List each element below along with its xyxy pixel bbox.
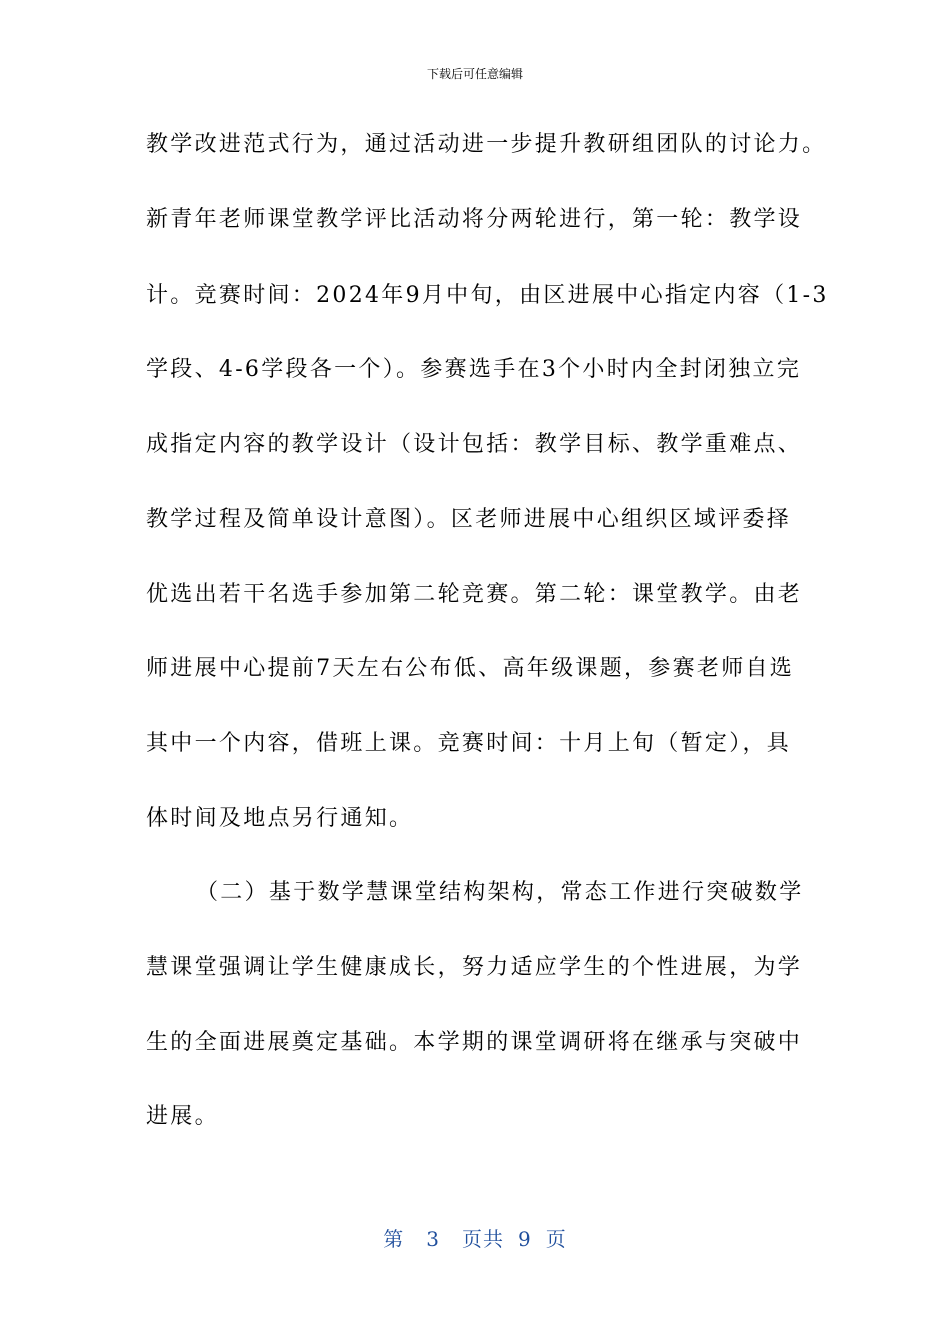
footer-total-pages: 9 [518, 1227, 532, 1251]
paragraph-line: 师进展中心提前7天左右公布低、高年级课题，参赛老师自选 [146, 656, 795, 681]
footer-prefix: 第 [383, 1227, 405, 1251]
paragraph-line: 计。竞赛时间：2024年9月中旬，由区进展中心指定内容（1-3 [146, 283, 829, 308]
paragraph-line: 进展。 [146, 1104, 219, 1129]
paragraph-line: 教学改进范式行为，通过活动进一步提升教研组团队的讨论力。 [146, 132, 827, 157]
paragraph-line: 成指定内容的教学设计（设计包括：教学目标、教学重难点、 [146, 432, 803, 457]
footer-current-page: 3 [426, 1227, 440, 1251]
paragraph-line: 教学过程及简单设计意图）。区老师进展中心组织区域评委择 [146, 507, 792, 532]
paragraph-line-indented: （二）基于数学慧课堂结构架构，常态工作进行突破数学 [196, 880, 804, 905]
paragraph-line: 慧课堂强调让学生健康成长，努力适应学生的个性进展，为学 [146, 955, 803, 980]
paragraph-line: 体时间及地点另行通知。 [146, 806, 414, 831]
paragraph-line: 学段、4-6学段各一个）。参赛选手在3个小时内全封闭独立完 [146, 357, 802, 382]
page-number-footer [0, 1226, 950, 1252]
paragraph-line: 生的全面进展奠定基础。本学期的课堂调研将在继承与突破中 [146, 1030, 803, 1055]
page-header-note: 下载后可任意编辑 [426, 67, 523, 81]
footer-suffix: 页 [545, 1227, 567, 1251]
footer-middle: 页共 [462, 1227, 504, 1251]
paragraph-line: 其中一个内容，借班上课。竞赛时间：十月上旬（暂定），具 [146, 731, 792, 756]
paragraph-line: 新青年老师课堂教学评比活动将分两轮进行，第一轮：教学设 [146, 207, 803, 232]
paragraph-line: 优选出若干名选手参加第二轮竞赛。第二轮：课堂教学。由老 [146, 582, 803, 607]
